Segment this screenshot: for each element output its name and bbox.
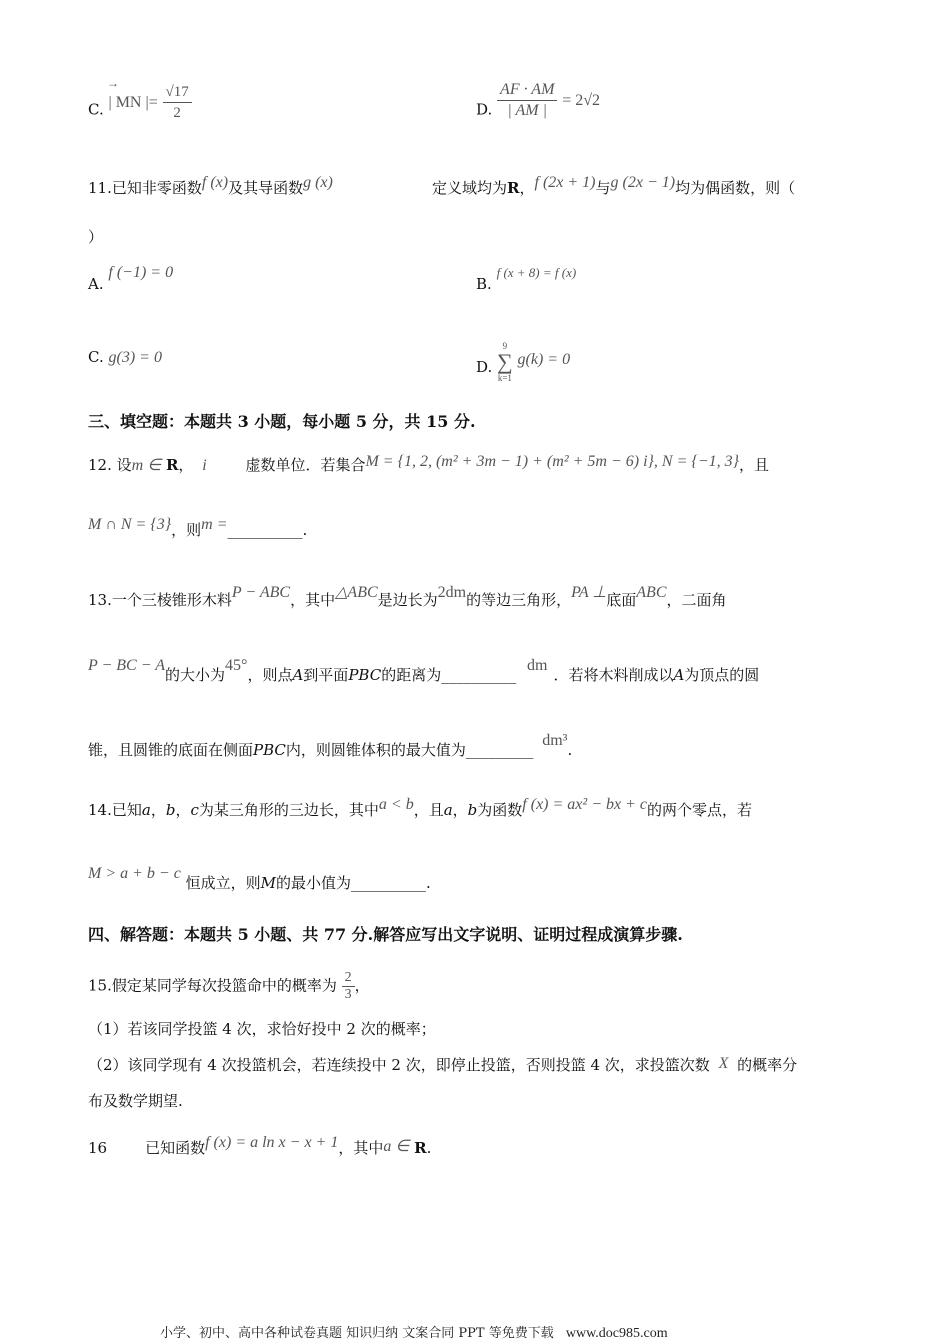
q14-line2: M > a + b − c 恒成立，则M的最小值为__________. — [88, 865, 431, 892]
section-4-title: 四、解答题：本题共 5 小题、共 77 分.解答应写出文字说明、证明过程成演算步骤. — [88, 925, 683, 944]
q10-option-d: D. $\frac{AF \cdot AM}{| AM |}$ = 2√2 — [476, 81, 600, 119]
q12-condition: M ∩ N = {3}，则m =__________. — [88, 516, 308, 539]
q15-part2-cont: 布及数学期望. — [88, 1092, 183, 1110]
footer-site-link[interactable]: www.doc985.com — [565, 1326, 668, 1341]
fraction: $\frac{AF \cdot AM}{| AM |}$ — [497, 80, 557, 121]
q15-stem: 15.假定某同学每次投篮命中的概率为 $\frac{2}{3}$ ， — [88, 970, 370, 1002]
q14-line1: 14.已知a，b，c为某三角形的三边长，其中a < b，且a，b为函数f (x) = ax² − bx + c的两个零点，若 — [88, 796, 753, 819]
section-3-title: 三、填空题：本题共 3 小题，每小题 5 分，共 15 分. — [88, 412, 476, 431]
q11-close-paren: ） — [88, 228, 104, 246]
q11-stem: 11.已知非零函数f (x)及其导函数g (x) — [88, 174, 333, 197]
sigma-icon: ∑ — [497, 349, 513, 374]
q13-line1: 13.一个三棱锥形木料P − ABC，其中△ABC是边长为2dm的等边三角形，PA ⊥底面ABC，二面角 — [88, 584, 727, 609]
q11-option-c: C. g(3) = 0 — [88, 348, 162, 366]
footer-text: 小学、初中、高中各种试卷真题 知识归纳 文案合同 PPT 等免费下载 — [160, 1326, 554, 1341]
q11-stem-cont: 定义域均为R，f (2x + 1)与g (2x − 1)均为偶函数，则（ — [432, 174, 796, 197]
vector-arrow-icon: → — [107, 76, 119, 90]
summation: 9 ∑ k=1 — [497, 341, 513, 383]
q11-option-a: A. f (−1) = 0 — [88, 264, 174, 293]
page-footer — [160, 1322, 676, 1342]
q15-part2: （2）该同学现有 4 次投篮机会，若连续投中 2 次，即停止投篮，否则投篮 4 次，求投篮次数 X 的概率分 — [88, 1055, 798, 1074]
q13-line3: 锥，且圆锥的底面在侧面PBC内，则圆锥体积的最大值为_________ dm³. — [88, 732, 573, 759]
q12-stem: 12. 设m ∈ R， i 虚数单位．若集合M = {1, 2, (m² + 3m − 1) + (m² + 5m − 6) i}, N = {−1, 3}，且 — [88, 453, 770, 474]
q13-line2: P − BC − A的大小为45°，则点A到平面PBC的距离为__________ dm．若将木料削成以A为顶点的圆 — [88, 657, 760, 684]
q15-part1: （1）若该同学投篮 4 次，求恰好投中 2 次的概率； — [88, 1020, 436, 1038]
fraction: $\frac{√17}{2}$ — [163, 82, 192, 123]
q16-stem: 16 已知函数f (x) = a ln x − x + 1，其中a ∈ R. — [88, 1134, 432, 1157]
q11-option-b: B. f (x + 8) = f (x) — [476, 265, 577, 293]
q11-option-d: D. 9 ∑ k=1 g(k) = 0 — [476, 341, 571, 383]
q10-option-c: C. | MN |= $\frac{√17}{2}$ — [88, 90, 192, 131]
vector-expression: | MN |= — [108, 93, 158, 111]
fraction: $\frac{2}{3}$ — [342, 970, 355, 1003]
